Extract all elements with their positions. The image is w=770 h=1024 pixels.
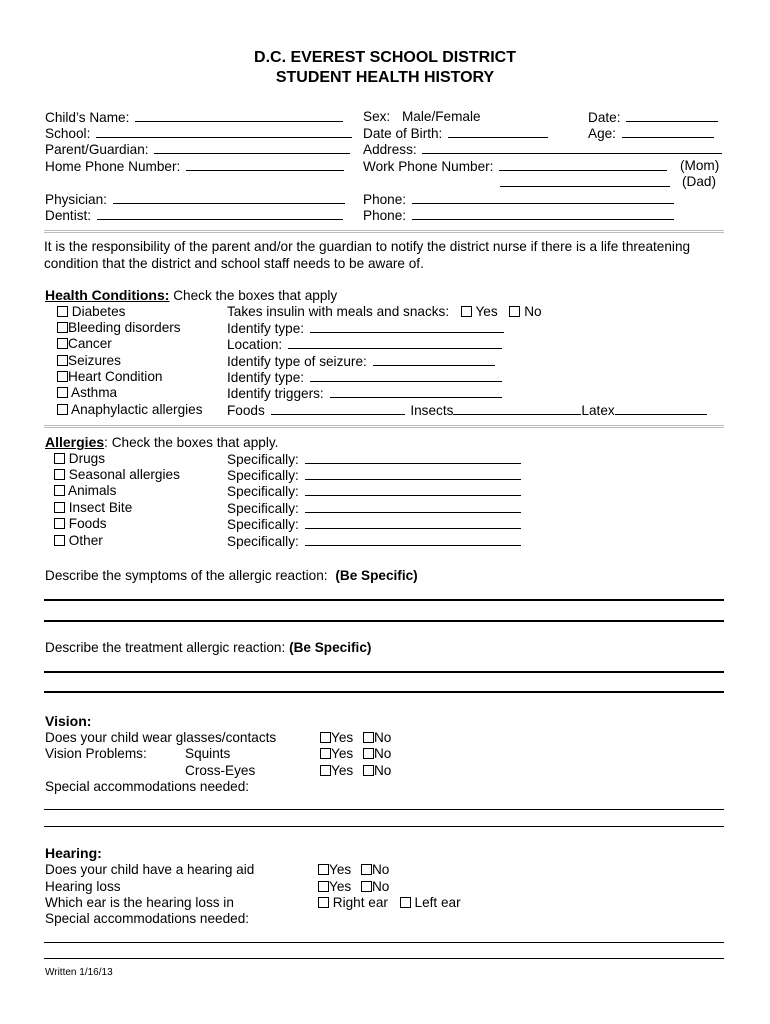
vision-cross-yes-checkbox[interactable] <box>320 765 331 776</box>
allergy-foods-field[interactable] <box>305 516 521 529</box>
diabetes-checkbox[interactable] <box>57 306 68 317</box>
anaphylactic-insects-label: Insects <box>410 403 454 418</box>
physician-phone-field[interactable] <box>412 191 674 204</box>
hearing-q2-yes-label: Yes <box>329 879 352 894</box>
dentist-phone-field[interactable] <box>412 207 674 220</box>
allergy-insect-field[interactable] <box>305 500 521 513</box>
notice-text: It is the responsibility of the parent and/or the guardian to notify the district nurse if there is a life threatening condition that the district and school staff needs to be aware of. <box>44 239 691 271</box>
asthma-item[interactable] <box>57 385 117 401</box>
work-phone-dad-row <box>500 174 670 191</box>
physician-label: Physician: <box>45 192 107 207</box>
work-phone-row <box>363 158 667 175</box>
symptoms-prompt <box>45 568 418 584</box>
divider <box>44 425 724 428</box>
symptoms-line[interactable] <box>44 620 724 622</box>
vision-squints-no-checkbox[interactable] <box>363 748 374 759</box>
allergy-item[interactable] <box>54 467 180 483</box>
school-field[interactable] <box>96 125 352 138</box>
sex-label: Sex: <box>363 109 391 124</box>
seizures-label: Seizures <box>68 353 121 368</box>
allergy-foods-label: Foods <box>68 516 107 531</box>
hearing-q2-options <box>318 879 389 895</box>
symptoms-label: Describe the symptoms of the allergic reaction: <box>45 568 328 583</box>
asthma-triggers-label: Identify triggers: <box>227 386 324 401</box>
specifically-label: Specifically: <box>227 517 299 532</box>
cancer-checkbox[interactable] <box>57 338 68 349</box>
hearing-q1-yes-label: Yes <box>329 862 352 877</box>
specifically-label: Specifically: <box>227 534 299 549</box>
allergy-item[interactable] <box>54 451 105 467</box>
sex-row <box>363 109 481 125</box>
vision-accom-line[interactable] <box>44 809 724 810</box>
vision-q1-options <box>320 730 391 746</box>
anaphylactic-item[interactable] <box>57 402 203 418</box>
heart-type-field[interactable] <box>310 369 502 382</box>
allergies-heading: Allergies <box>45 434 105 450</box>
hearing-q1-no-label: No <box>371 862 390 877</box>
allergy-item[interactable] <box>54 483 116 499</box>
health-heading-row <box>45 287 337 304</box>
dentist-row <box>45 207 343 224</box>
vision-accom: Special accommodations needed: <box>45 779 250 794</box>
hearing-q2-no-checkbox[interactable] <box>361 881 372 892</box>
insulin-row <box>227 304 542 320</box>
home-phone-field[interactable] <box>186 158 344 171</box>
vision-heading: Vision: <box>45 713 92 729</box>
allergy-seasonal-label: Seasonal allergies <box>68 467 180 482</box>
work-phone-label: Work Phone Number: <box>363 159 494 174</box>
dentist-field[interactable] <box>97 207 343 220</box>
vision-squints-options <box>320 746 391 762</box>
physician-row <box>45 191 345 208</box>
age-label: Age: <box>588 126 616 141</box>
health-heading: Health Conditions: <box>45 287 170 303</box>
treatment-line[interactable] <box>44 671 724 673</box>
vision-squints: Squints <box>185 746 231 761</box>
parent-label: Parent/Guardian: <box>45 142 149 157</box>
home-phone-row <box>45 158 344 175</box>
asthma-triggers-row <box>227 385 502 402</box>
symptoms-line[interactable] <box>44 599 724 601</box>
anaphylactic-foods-label: Foods <box>227 403 265 418</box>
allergy-foods-checkbox[interactable] <box>54 518 65 529</box>
vision-cross-no-checkbox[interactable] <box>363 765 374 776</box>
physician-phone-row <box>363 191 674 208</box>
allergy-seasonal-spec-row <box>227 467 521 484</box>
seizures-item[interactable] <box>57 353 121 369</box>
hearing-q2-no-label: No <box>371 879 390 894</box>
address-label: Address: <box>363 142 417 157</box>
allergy-drugs-label: Drugs <box>68 451 106 466</box>
cancer-location-label: Location: <box>227 337 283 352</box>
parent-row <box>45 141 350 158</box>
heart-label: Heart Condition <box>68 369 163 384</box>
anaphylactic-latex-label: Latex <box>581 403 615 418</box>
vision-q1-no-label: No <box>373 730 392 745</box>
divider <box>44 230 724 233</box>
vision-squints-yes-label: Yes <box>331 746 354 761</box>
physician-phone-label: Phone: <box>363 192 407 207</box>
allergy-other-spec-row <box>227 533 521 550</box>
bleeding-type-field[interactable] <box>310 320 504 333</box>
hearing-heading: Hearing: <box>45 845 102 861</box>
allergy-drugs-checkbox[interactable] <box>54 453 65 464</box>
hearing-q2: Hearing loss <box>45 879 121 894</box>
date-field[interactable] <box>626 109 718 122</box>
hearing-q1-no-checkbox[interactable] <box>361 864 372 875</box>
cancer-location-row <box>227 336 502 353</box>
school-label: School: <box>45 126 91 141</box>
allergy-drugs-spec-row <box>227 451 521 468</box>
district-title: D.C. EVEREST SCHOOL DISTRICT <box>254 49 516 66</box>
hearing-accom-line[interactable] <box>44 958 724 959</box>
home-phone-label: Home Phone Number: <box>45 159 181 174</box>
vision-squints-yes-checkbox[interactable] <box>320 748 331 759</box>
allergy-animals-spec-row <box>227 483 521 500</box>
diabetes-item[interactable] <box>57 304 125 320</box>
insulin-label: Takes insulin with meals and snacks: <box>227 304 450 319</box>
date-row <box>588 109 718 126</box>
dentist-label: Dentist: <box>45 208 92 223</box>
treatment-label: Describe the treatment allergic reaction: <box>45 640 286 655</box>
vision-cross-no-label: No <box>373 763 392 778</box>
allergy-insect-spec-row <box>227 500 521 517</box>
vision-accom-line[interactable] <box>44 826 724 827</box>
dob-row <box>363 125 548 142</box>
school-row <box>45 125 352 142</box>
dentist-phone-label: Phone: <box>363 208 407 223</box>
allergy-animals-field[interactable] <box>305 483 521 496</box>
allergy-item[interactable] <box>54 500 132 516</box>
hearing-q3-options <box>318 895 461 911</box>
heart-type-row <box>227 369 502 386</box>
anaphylactic-latex-field[interactable] <box>615 402 707 415</box>
hearing-accom-line[interactable] <box>44 942 724 943</box>
allergy-other-field[interactable] <box>305 533 521 546</box>
symptoms-emph: (Be Specific) <box>335 568 418 583</box>
parent-field[interactable] <box>154 141 350 154</box>
health-instruction: Check the boxes that apply <box>169 288 338 303</box>
heart-checkbox[interactable] <box>57 371 68 382</box>
allergy-item[interactable] <box>54 533 103 549</box>
treatment-emph: (Be Specific) <box>289 640 372 655</box>
vision-q1-no-checkbox[interactable] <box>363 732 374 743</box>
vision-q1: Does your child wear glasses/contacts <box>45 730 277 745</box>
work-phone-mom-field[interactable] <box>499 158 667 171</box>
date-label: Date: <box>588 110 621 125</box>
heart-item[interactable] <box>57 369 162 385</box>
cancer-label: Cancer <box>68 336 112 351</box>
footer-written-date: Written 1/16/13 <box>45 967 113 978</box>
allergy-seasonal-field[interactable] <box>305 467 521 480</box>
allergy-other-label: Other <box>68 533 103 548</box>
bleeding-type-row <box>227 320 504 337</box>
anaphylactic-insects-field[interactable] <box>453 402 581 415</box>
treatment-prompt <box>45 640 371 656</box>
vision-q1-yes-label: Yes <box>331 730 354 745</box>
insulin-yes-label: Yes <box>475 304 498 319</box>
anaphylactic-label: Anaphylactic allergies <box>71 402 203 417</box>
dad-label: (Dad) <box>682 174 716 189</box>
seizure-type-label: Identify type of seizure: <box>227 354 367 369</box>
seizure-type-row <box>227 353 495 370</box>
hearing-left-checkbox[interactable] <box>400 897 411 908</box>
childs-name-field[interactable] <box>135 109 343 122</box>
address-field[interactable] <box>422 141 722 154</box>
vision-q2: Vision Problems: <box>45 746 147 761</box>
treatment-line[interactable] <box>44 691 724 693</box>
sex-value[interactable]: Male/Female <box>401 109 481 124</box>
bleeding-item[interactable] <box>57 320 181 336</box>
insulin-yes-checkbox[interactable] <box>461 306 472 317</box>
asthma-label: Asthma <box>71 385 118 400</box>
asthma-checkbox[interactable] <box>57 387 68 398</box>
specifically-label: Specifically: <box>227 484 299 499</box>
cancer-item[interactable] <box>57 336 112 352</box>
mom-label: (Mom) <box>680 158 720 173</box>
allergy-animals-label: Animals <box>68 483 117 498</box>
hearing-right-checkbox[interactable] <box>318 897 329 908</box>
specifically-label: Specifically: <box>227 468 299 483</box>
allergies-instruction: : Check the boxes that apply. <box>104 435 279 450</box>
cancer-location-field[interactable] <box>288 336 502 349</box>
address-row <box>363 141 722 158</box>
age-field[interactable] <box>622 125 714 138</box>
vision-squints-no-label: No <box>373 746 392 761</box>
allergy-insect-label: Insect Bite <box>68 500 133 515</box>
allergy-drugs-field[interactable] <box>305 451 521 464</box>
hearing-q2-yes-checkbox[interactable] <box>318 881 329 892</box>
heart-type-label: Identify type: <box>227 370 305 385</box>
seizures-checkbox[interactable] <box>57 355 68 366</box>
hearing-q1: Does your child have a hearing aid <box>45 862 255 877</box>
bleeding-type-label: Identify type: <box>227 321 305 336</box>
age-row <box>588 125 714 142</box>
childs-name-label: Child’s Name: <box>45 110 130 125</box>
allergy-foods-spec-row <box>227 516 521 533</box>
allergy-insect-checkbox[interactable] <box>54 502 65 513</box>
form-title: STUDENT HEALTH HISTORY <box>275 69 495 86</box>
hearing-q1-yes-checkbox[interactable] <box>318 864 329 875</box>
seizure-type-field[interactable] <box>373 353 495 366</box>
hearing-left-label: Left ear <box>414 895 461 910</box>
anaphylactic-checkbox[interactable] <box>57 404 68 415</box>
vision-q1-yes-checkbox[interactable] <box>320 732 331 743</box>
physician-field[interactable] <box>113 191 345 204</box>
anaphylactic-foods-field[interactable] <box>271 402 405 415</box>
insulin-no-label: No <box>524 304 542 319</box>
bleeding-checkbox[interactable] <box>57 322 68 333</box>
vision-cross-yes-label: Yes <box>331 763 354 778</box>
dentist-phone-row <box>363 207 674 224</box>
dob-field[interactable] <box>448 125 548 138</box>
hearing-q3: Which ear is the hearing loss in <box>45 895 234 910</box>
work-phone-dad-field[interactable] <box>500 174 670 187</box>
specifically-label: Specifically: <box>227 452 299 467</box>
specifically-label: Specifically: <box>227 501 299 516</box>
childs-name-row <box>45 109 343 126</box>
allergy-other-checkbox[interactable] <box>54 535 65 546</box>
diabetes-label: Diabetes <box>71 304 126 319</box>
anaphylactic-row <box>227 402 707 419</box>
asthma-triggers-field[interactable] <box>330 385 502 398</box>
dob-label: Date of Birth: <box>363 126 443 141</box>
vision-cross-options <box>320 763 391 779</box>
allergy-seasonal-checkbox[interactable] <box>54 469 65 480</box>
hearing-accom: Special accommodations needed: <box>45 911 250 926</box>
bleeding-label: Bleeding disorders <box>68 320 181 335</box>
allergies-heading-row <box>45 434 278 451</box>
insulin-no-checkbox[interactable] <box>509 306 520 317</box>
vision-cross: Cross-Eyes <box>185 763 256 778</box>
hearing-right-label: Right ear <box>332 895 388 910</box>
allergy-item[interactable] <box>54 516 107 532</box>
hearing-q1-options <box>318 862 389 878</box>
allergy-animals-checkbox[interactable] <box>54 485 65 496</box>
